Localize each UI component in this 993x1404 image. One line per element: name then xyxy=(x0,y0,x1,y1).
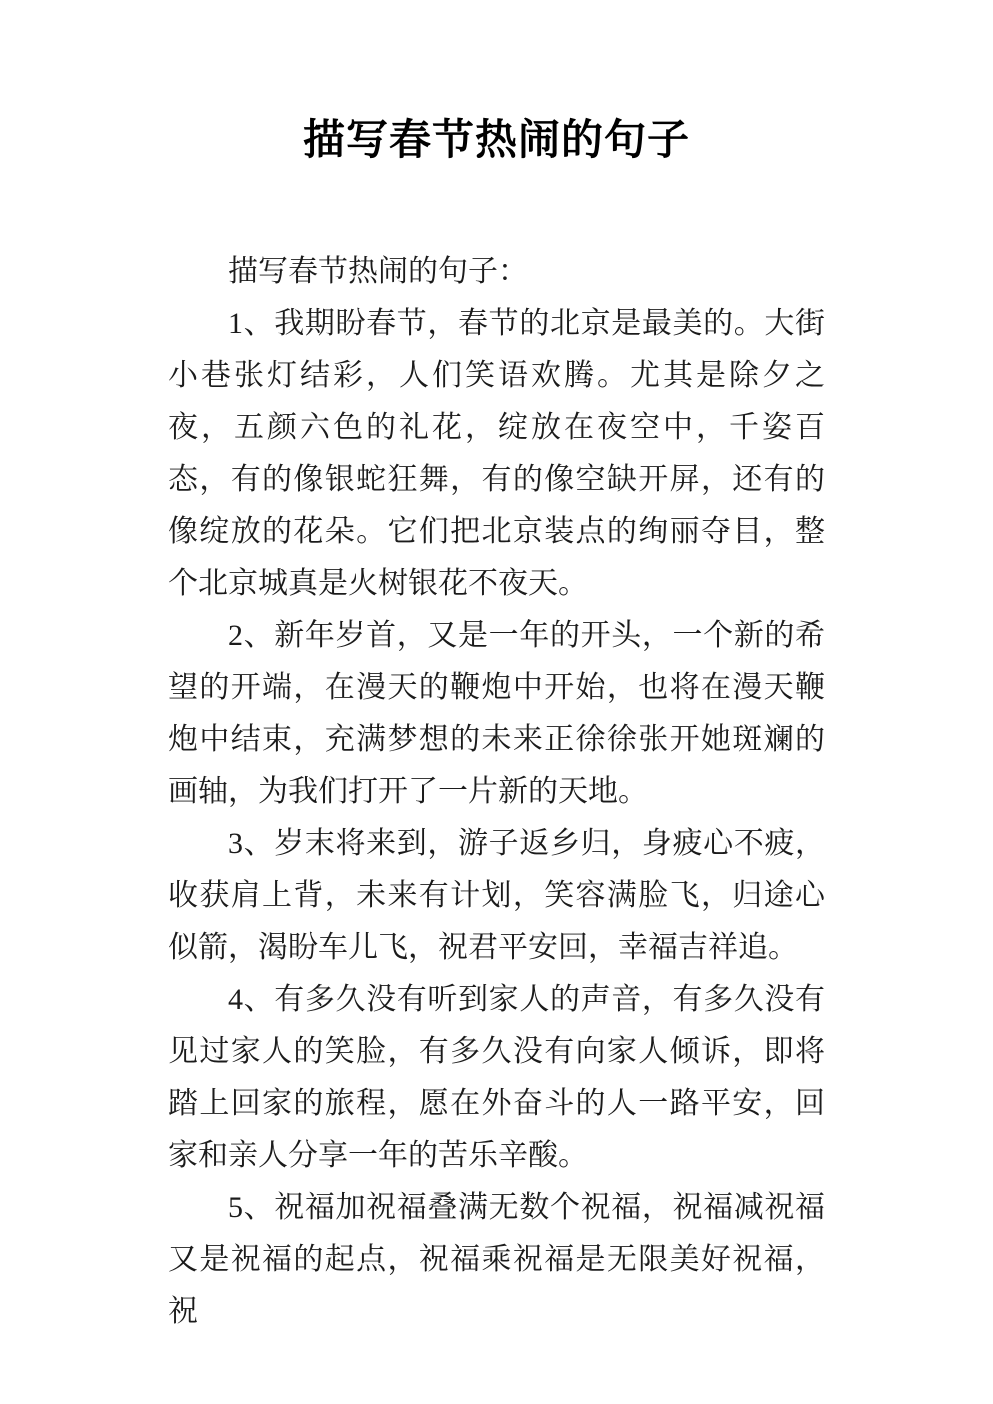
intro-line: 描写春节热闹的句子： xyxy=(228,255,528,288)
paragraph-1: 1、我期盼春节，春节的北京是最美的。大街小巷张灯结彩，人们笑语欢腾。尤其是除夕之夜，五颜六色的礼花，绽放在夜空中，千姿百态，有的像银蛇狂舞，有的像空缺开屏，还有的像绽放的花朵。它们把北京装点的绚丽夺目，整个北京城真是火树银花不夜天。 xyxy=(168,307,825,600)
paragraph-5: 5、祝福加祝福叠满无数个祝福，祝福减祝福又是祝福的起点，祝福乘祝福是无限美好祝福，祝 xyxy=(168,1191,825,1328)
document-body xyxy=(168,246,825,1338)
document-title: 描写春节热闹的句子 xyxy=(302,116,690,163)
paragraph-3: 3、岁末将来到，游子返乡归，身疲心不疲，收获肩上背，未来有计划，笑容满脸飞，归途心似箭，渴盼车儿飞，祝君平安回，幸福吉祥追。 xyxy=(168,827,825,964)
paragraph-2: 2、新年岁首，又是一年的开头，一个新的希望的开端，在漫天的鞭炮中开始，也将在漫天鞭炮中结束，充满梦想的未来正徐徐张开她斑斓的画轴，为我们打开了一片新的天地。 xyxy=(168,619,825,808)
paragraph-4: 4、有多久没有听到家人的声音，有多久没有见过家人的笑脸，有多久没有向家人倾诉，即将踏上回家的旅程，愿在外奋斗的人一路平安，回家和亲人分享一年的苦乐辛酸。 xyxy=(168,983,825,1172)
